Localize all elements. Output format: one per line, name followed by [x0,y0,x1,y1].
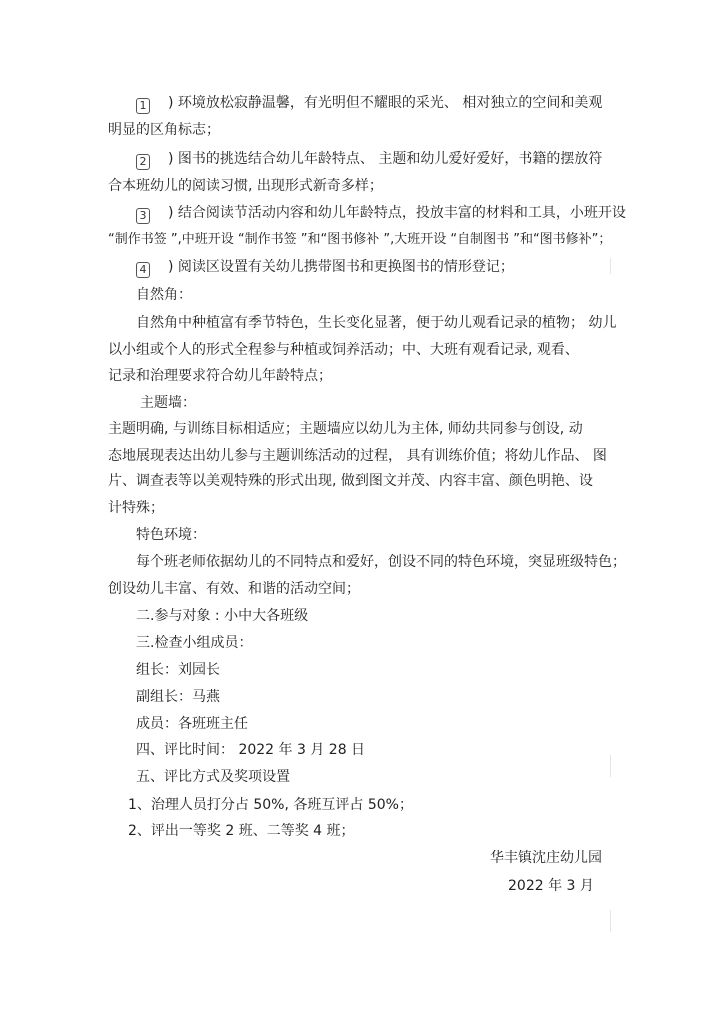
item-1-line-2: 明显的区角标志； [108,122,220,138]
margin-rule [610,910,611,932]
item-2-line-1: 2 ) 图书的挑选结合幼儿年龄特点、 主题和幼儿爱好爱好，书籍的摆放符 [136,150,602,170]
nature-line-2: 以小组或个人的形式全程参与种植或饲养活动；中、大班有观看记录, 观看、 [108,342,579,358]
theme-line-4: 计特殊； [108,500,164,516]
method-item-2: 2、评出一等奖 2 班、二等奖 4 班； [128,823,355,839]
theme-line-1: 主题明确, 与训练目标相适应；主题墙应以幼儿为主体, 师幼共同参与创设, 动 [108,421,583,437]
item-number: 1 [136,98,150,114]
method-heading: 五、评比方式及奖项设置 [136,769,290,785]
theme-heading: 主题墙： [140,395,196,411]
method-item-1: 1、治理人员打分占 50%, 各班互评占 50%； [128,797,413,813]
evaluation-time: 四、评比时间： 2022 年 3 月 28 日 [136,742,366,758]
item-3-line-2: “制作书签 ”,中班开设 “制作书签 ”和“图书修补 ”,大班开设 “自制图书 ”和“图书修补”； [108,232,612,247]
signature-date: 2022 年 3 月 [508,878,594,894]
item-number: 2 [136,154,150,170]
item-number: 4 [136,262,150,278]
nature-line-1: 自然角中种植富有季节特色，生长变化显著，便于幼儿观看记录的植物； 幼儿 [136,315,617,331]
theme-line-3: 片、调查表等以美观特殊的形式出现, 做到图文并茂、内容丰富、颜色明艳、设 [108,473,593,489]
item-2-line-2: 合本班幼儿的阅读习惯, 出现形式新奇多样； [108,178,383,194]
nature-line-3: 记录和治理要求符合幼儿年龄特点； [108,368,332,384]
team-heading: 三.检查小组成员： [136,635,253,651]
special-line-1: 每个班老师依据幼儿的不同特点和爱好，创设不同的特色环境，突显班级特色； [136,554,626,570]
margin-rule [610,755,611,777]
item-4-line-1: 4 ) 阅读区设置有关幼儿携带图书和更换图书的情形登记； [136,258,514,278]
participants-line: 二.参与对象 : 小中大各班级 [136,608,309,624]
nature-heading: 自然角： [136,287,192,303]
team-members: 成员：各班班主任 [136,716,248,732]
team-deputy: 副组长：马燕 [136,689,220,705]
item-3-line-1: 3 ) 结合阅读节活动内容和幼儿年龄特点，投放丰富的材料和工具，小班开设 [136,204,626,224]
special-heading: 特色环境： [136,527,206,543]
theme-line-2: 态地展现表达出幼儿参与主题训练活动的过程， 具有训练价值；将幼儿作品、 图 [108,448,607,464]
margin-rule [610,258,611,274]
team-leader: 组长：刘园长 [136,662,220,678]
special-line-2: 创设幼儿丰富、有效、和谐的活动空间； [108,581,360,597]
item-1-line-1: 1 ) 环境放松寂静温馨，有光明但不耀眼的采光、 相对独立的空间和美观 [136,94,602,114]
signature-org: 华丰镇沈庄幼儿园 [490,850,602,866]
item-number: 3 [136,208,150,224]
